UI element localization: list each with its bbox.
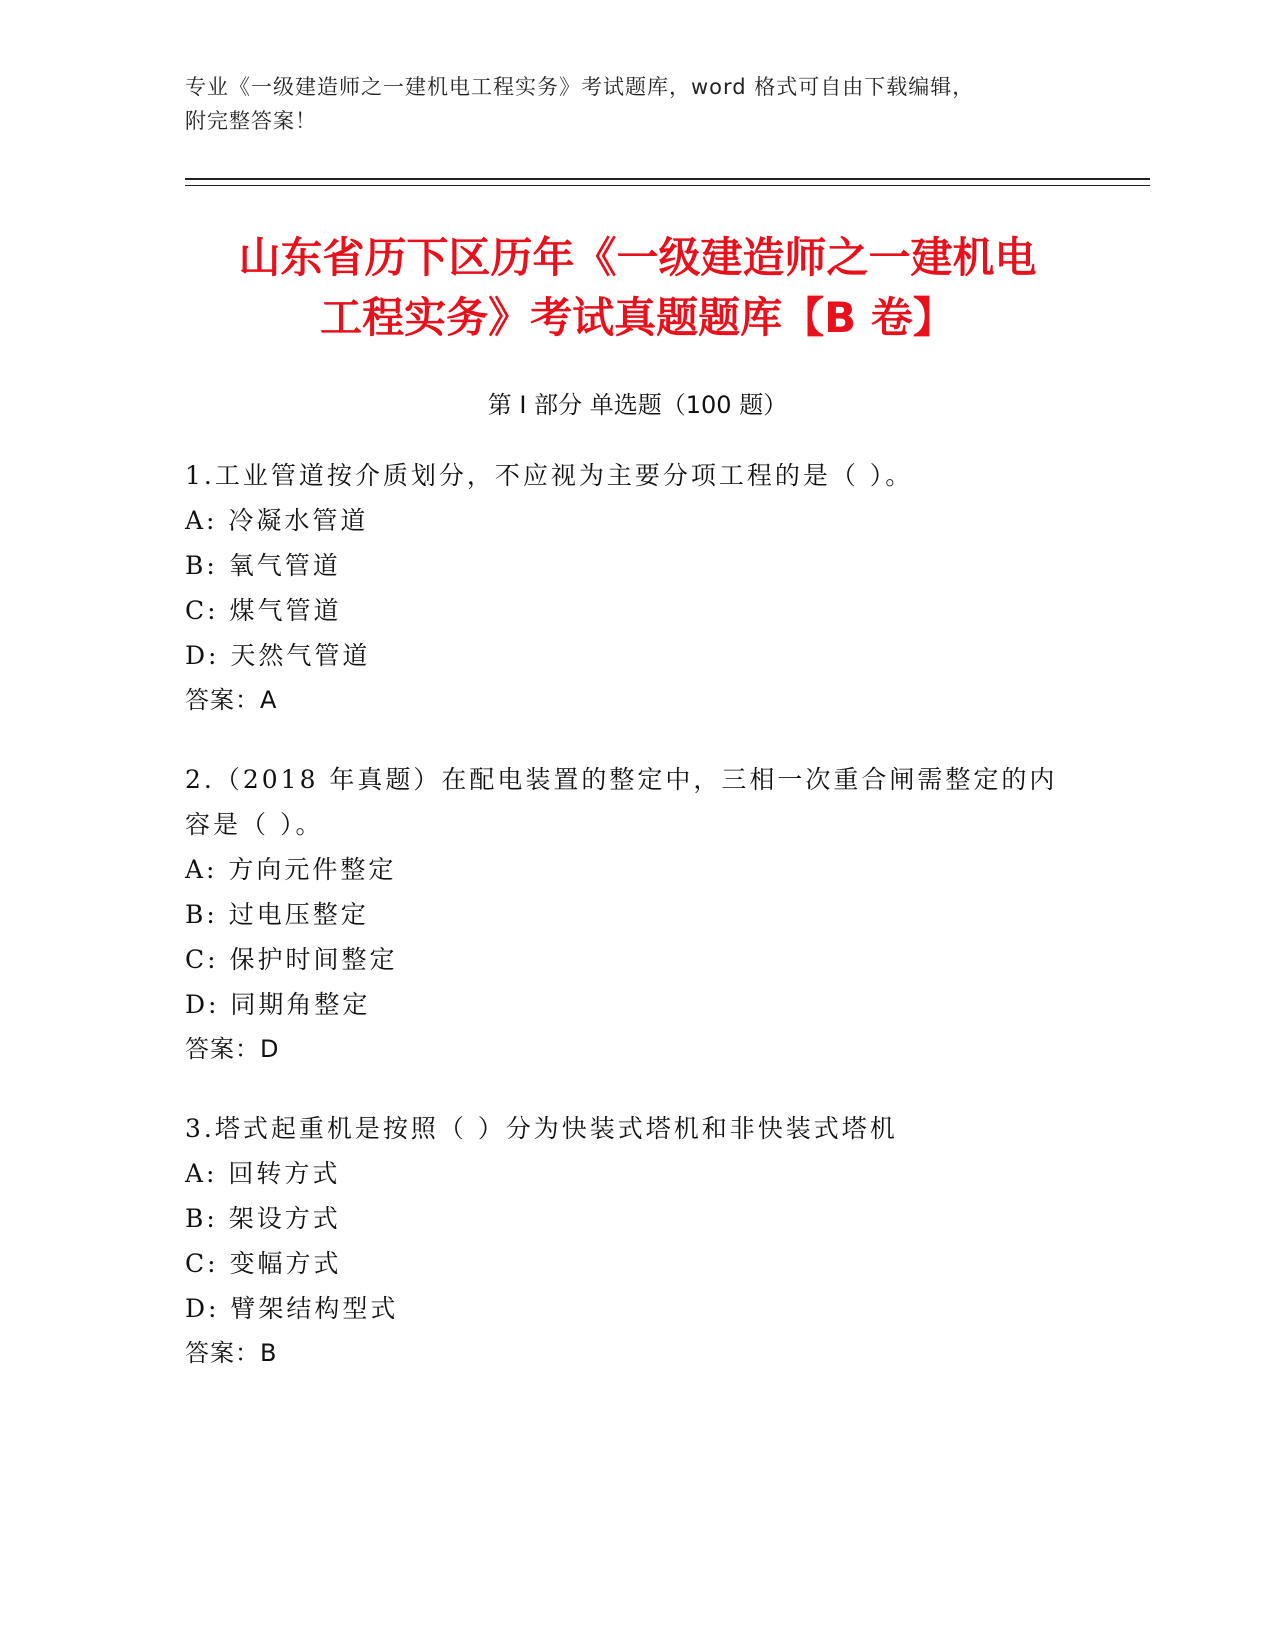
- question-stem: 3.塔式起重机是按照（ ）分为快装式塔机和非快装式塔机: [185, 1114, 898, 1143]
- option-a: A: 冷凝水管道: [185, 506, 369, 535]
- option-c: C: 保护时间整定: [185, 945, 398, 974]
- option-d: D: 天然气管道: [185, 641, 371, 670]
- question-2: [185, 757, 1065, 1072]
- header-rule-thin: [185, 185, 1150, 186]
- option-c: C: 煤气管道: [185, 596, 342, 625]
- section-title: 第 I 部分 单选题（100 题）: [487, 391, 788, 419]
- document-title-line1: 山东省历下区历年《一级建造师之一建机电: [238, 233, 1037, 282]
- option-d: D: 同期角整定: [185, 990, 371, 1019]
- option-b: B: 氧气管道: [185, 551, 341, 580]
- header-rule-thick: [185, 178, 1150, 180]
- header-note-line1: 专业《一级建造师之一建机电工程实务》考试题库，word 格式可自由下载编辑，: [185, 75, 975, 99]
- question-3: [185, 1106, 1065, 1376]
- question-1: [185, 453, 1065, 723]
- answer: 答案：D: [185, 1035, 280, 1063]
- document-title-line2: 工程实务》考试真题题库【B 卷】: [320, 293, 955, 342]
- option-d: D: 臂架结构型式: [185, 1294, 399, 1323]
- question-stem-line2: 容是（ ）。: [185, 810, 324, 839]
- answer: 答案：B: [185, 1339, 278, 1367]
- question-stem: 1.工业管道按介质划分，不应视为主要分项工程的是（ ）。: [185, 461, 914, 490]
- option-a: A: 方向元件整定: [185, 855, 397, 884]
- answer: 答案：A: [185, 686, 278, 714]
- header-note-line2: 附完整答案！: [185, 109, 317, 133]
- option-b: B: 架设方式: [185, 1204, 341, 1233]
- question-stem-line1: 2.（2018 年真题）在配电装置的整定中，三相一次重合闸需整定的内: [185, 765, 1058, 794]
- option-c: C: 变幅方式: [185, 1249, 342, 1278]
- option-a: A: 回转方式: [185, 1159, 341, 1188]
- option-b: B: 过电压整定: [185, 900, 369, 929]
- document-title: [185, 228, 1090, 348]
- header-note: [185, 70, 1065, 138]
